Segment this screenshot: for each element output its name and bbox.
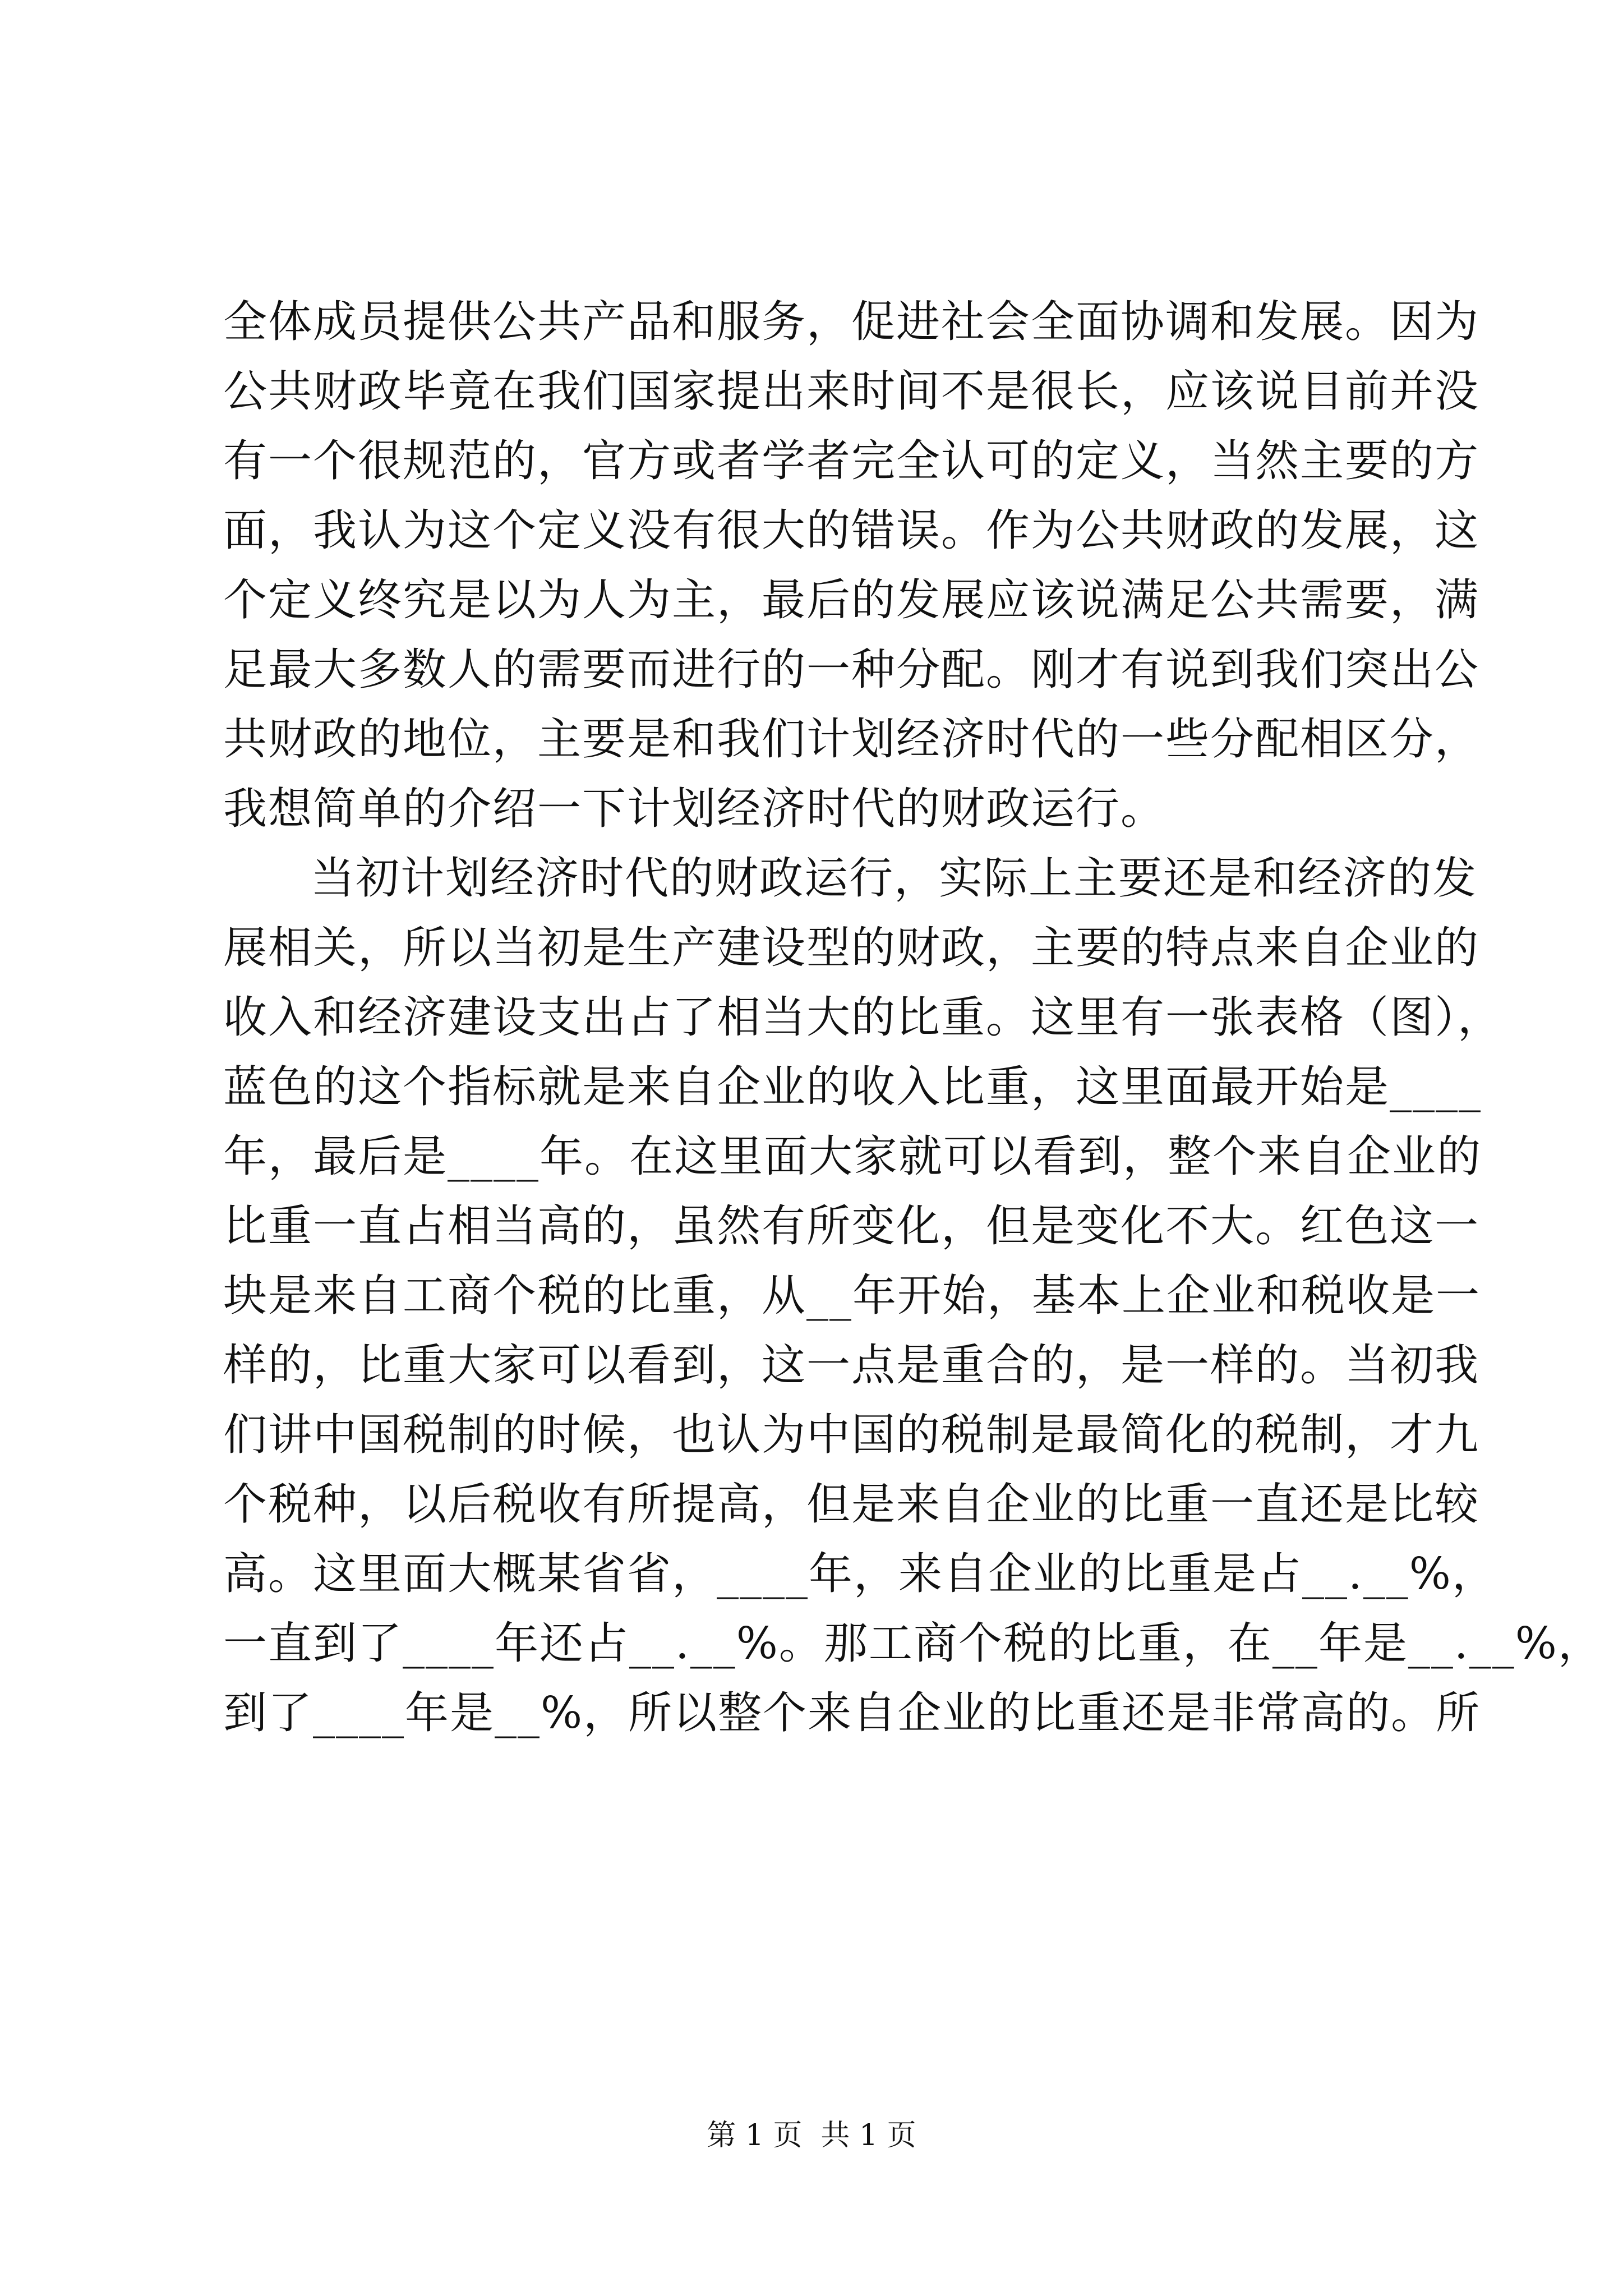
text-line: 比重一直占相当高的，虽然有所变化，但是变化不大。红色这一 xyxy=(223,1201,1480,1251)
text-line: 个税种，以后税收有所提高，但是来自企业的比重一直还是比较 xyxy=(223,1479,1480,1530)
text-line: 面，我认为这个定义没有很大的错误。作为公共财政的发展，这 xyxy=(223,505,1480,556)
text-line: 当初计划经济时代的财政运行，实际上主要还是和经济的发 xyxy=(311,853,1478,904)
text-line: 有一个很规范的，官方或者学者完全认可的定义，当然主要的方 xyxy=(223,436,1480,486)
text-line: 高。这里面大概某省省，____年，来自企业的比重是占__.__%， xyxy=(223,1549,1497,1599)
text-line: 收入和经济建设支出占了相当大的比重。这里有一张表格（图）， xyxy=(223,992,1503,1043)
text-line: 个定义终究是以为人为主，最后的发展应该说满足公共需要，满 xyxy=(223,575,1480,625)
text-line: 全体成员提供公共产品和服务，促进社会全面协调和发展。因为 xyxy=(223,297,1480,347)
text-line: 足最大多数人的需要而进行的一种分配。刚才有说到我们突出公 xyxy=(223,645,1480,695)
text-line: 年，最后是____年。在这里面大家就可以看到，整个来自企业的 xyxy=(223,1131,1482,1182)
text-line: 块是来自工商个税的比重，从__年开始，基本上企业和税收是一 xyxy=(223,1271,1481,1321)
text-line: 一直到了____年还占__.__%。那工商个税的比重，在__年是__.__%， xyxy=(223,1618,1603,1669)
text-line: 展相关，所以当初是生产建设型的财政，主要的特点来自企业的 xyxy=(223,923,1480,973)
text-line: 样的，比重大家可以看到，这一点是重合的，是一样的。当初我 xyxy=(223,1340,1480,1391)
text-line: 蓝色的这个指标就是来自企业的收入比重，这里面最开始是____ xyxy=(223,1062,1482,1112)
page-footer: 第 1 页 共 1 页 xyxy=(707,2119,916,2152)
paragraph-2 xyxy=(223,844,1603,1748)
text-line: 们讲中国税制的时候，也认为中国的税制是最简化的税制，才九 xyxy=(223,1410,1480,1460)
text-line: 共财政的地位，主要是和我们计划经济时代的一些分配相区分， xyxy=(223,714,1480,765)
text-line: 到了____年是__%，所以整个来自企业的比重还是非常高的。所 xyxy=(223,1688,1481,1738)
text-line: 我想简单的介绍一下计划经济时代的财政运行。 xyxy=(223,784,1166,834)
text-line: 公共财政毕竟在我们国家提出来时间不是很长，应该说目前并没 xyxy=(223,366,1480,417)
document-body xyxy=(223,287,1603,1748)
paragraph-1 xyxy=(223,287,1480,844)
